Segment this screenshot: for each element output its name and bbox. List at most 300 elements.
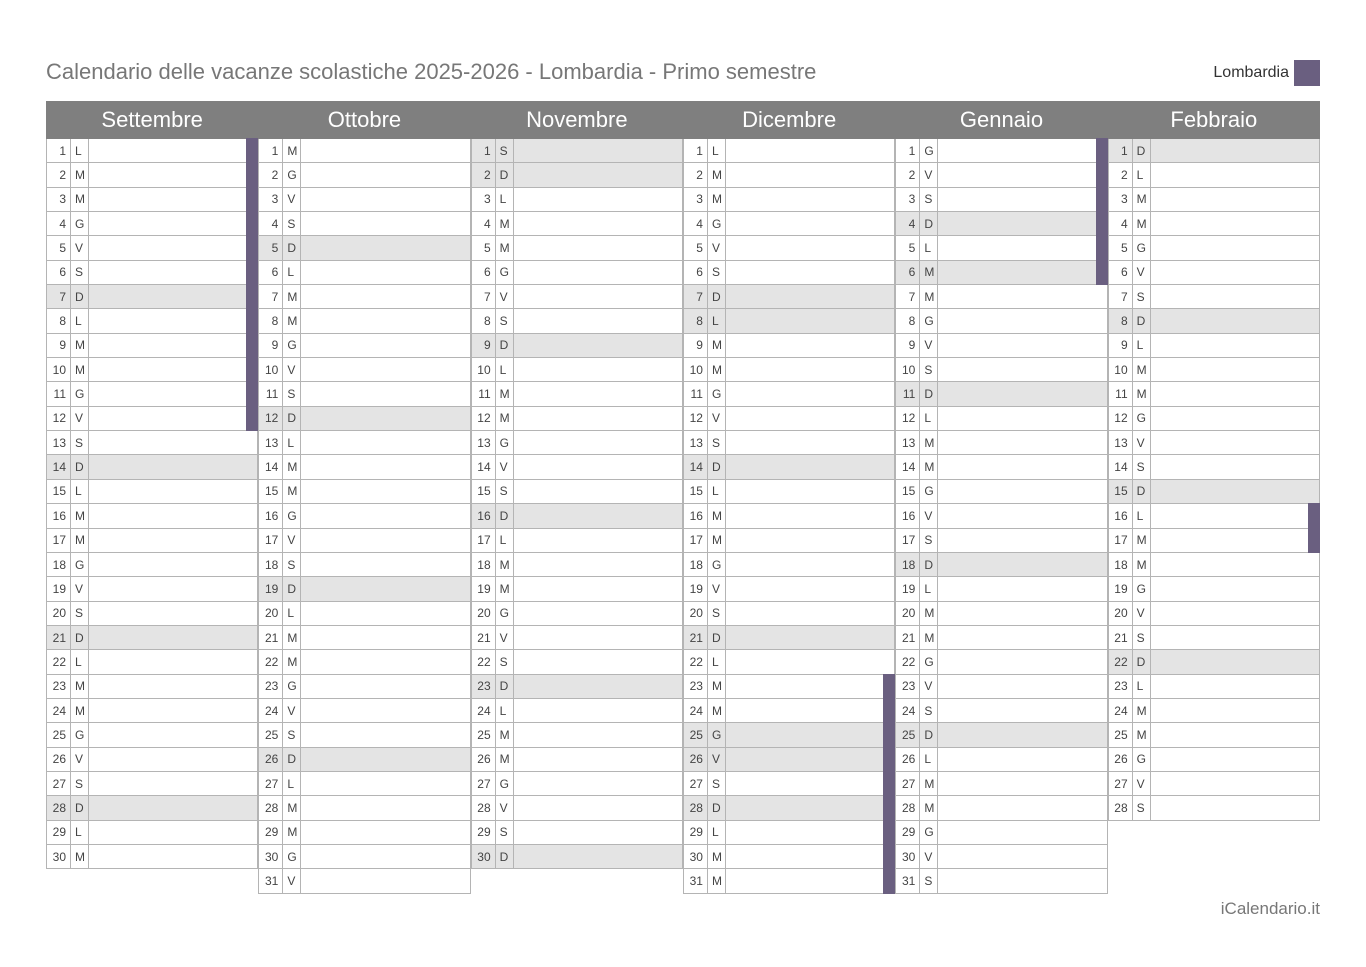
holiday-marker bbox=[883, 795, 895, 820]
day-number: 13 bbox=[684, 431, 708, 454]
day-number: 7 bbox=[1109, 285, 1133, 308]
day-number: 20 bbox=[1109, 602, 1133, 625]
day-notes-cell bbox=[726, 553, 894, 576]
day-weekday-letter: S bbox=[1133, 455, 1151, 478]
day-number: 18 bbox=[259, 553, 283, 576]
day-row bbox=[471, 845, 683, 869]
day-notes-cell bbox=[89, 699, 257, 722]
day-row bbox=[895, 553, 1107, 577]
day-row bbox=[46, 358, 258, 382]
day-notes-cell bbox=[726, 504, 894, 527]
day-notes-cell bbox=[726, 139, 894, 162]
day-row bbox=[683, 553, 895, 577]
day-notes-cell bbox=[726, 431, 894, 454]
day-notes-cell bbox=[89, 796, 257, 819]
day-row bbox=[1108, 675, 1320, 699]
day-weekday-letter: M bbox=[71, 358, 89, 381]
day-weekday-letter: D bbox=[1133, 480, 1151, 503]
day-notes-cell bbox=[89, 358, 257, 381]
day-number: 6 bbox=[259, 261, 283, 284]
month-header: Novembre bbox=[471, 101, 683, 139]
day-weekday-letter: V bbox=[71, 748, 89, 771]
day-number: 24 bbox=[1109, 699, 1133, 722]
day-notes-cell bbox=[1151, 602, 1319, 625]
day-number: 11 bbox=[684, 382, 708, 405]
day-notes-cell bbox=[726, 577, 894, 600]
day-weekday-letter: S bbox=[920, 869, 938, 892]
day-weekday-letter: M bbox=[708, 869, 726, 892]
day-weekday-letter: M bbox=[71, 188, 89, 211]
day-weekday-letter: M bbox=[496, 723, 514, 746]
day-row bbox=[1108, 553, 1320, 577]
day-notes-cell bbox=[938, 504, 1106, 527]
day-notes-cell bbox=[89, 431, 257, 454]
day-row bbox=[1108, 796, 1320, 820]
day-number: 19 bbox=[684, 577, 708, 600]
day-weekday-letter: M bbox=[920, 261, 938, 284]
day-number: 2 bbox=[1109, 163, 1133, 186]
day-notes-cell bbox=[938, 188, 1106, 211]
day-number: 4 bbox=[259, 212, 283, 235]
day-weekday-letter: M bbox=[71, 334, 89, 357]
day-notes-cell bbox=[514, 821, 682, 844]
day-weekday-letter: G bbox=[283, 334, 301, 357]
day-weekday-letter: M bbox=[920, 455, 938, 478]
day-notes-cell bbox=[726, 382, 894, 405]
day-number: 29 bbox=[472, 821, 496, 844]
day-number: 16 bbox=[472, 504, 496, 527]
day-row bbox=[471, 139, 683, 163]
day-row bbox=[895, 236, 1107, 260]
day-weekday-letter: M bbox=[71, 845, 89, 868]
day-row bbox=[895, 869, 1107, 893]
day-row bbox=[258, 212, 470, 236]
day-weekday-letter: S bbox=[283, 723, 301, 746]
day-row bbox=[683, 577, 895, 601]
day-notes-cell bbox=[514, 748, 682, 771]
holiday-marker bbox=[246, 138, 258, 163]
day-notes-cell bbox=[726, 626, 894, 649]
day-notes-cell bbox=[726, 188, 894, 211]
day-number: 10 bbox=[259, 358, 283, 381]
day-notes-cell bbox=[514, 845, 682, 868]
day-notes-cell bbox=[726, 309, 894, 332]
day-weekday-letter: D bbox=[71, 626, 89, 649]
day-row bbox=[895, 845, 1107, 869]
day-notes-cell bbox=[514, 772, 682, 795]
day-row bbox=[46, 407, 258, 431]
day-number: 22 bbox=[259, 650, 283, 673]
day-notes-cell bbox=[89, 626, 257, 649]
day-number: 6 bbox=[684, 261, 708, 284]
day-notes-cell bbox=[301, 529, 469, 552]
day-row bbox=[258, 309, 470, 333]
day-notes-cell bbox=[726, 163, 894, 186]
day-notes-cell bbox=[938, 796, 1106, 819]
holiday-marker bbox=[246, 260, 258, 285]
day-number: 9 bbox=[684, 334, 708, 357]
day-number: 21 bbox=[472, 626, 496, 649]
day-weekday-letter: V bbox=[496, 796, 514, 819]
day-notes-cell bbox=[1151, 285, 1319, 308]
day-row bbox=[471, 529, 683, 553]
day-row bbox=[46, 821, 258, 845]
day-number: 31 bbox=[259, 869, 283, 892]
day-row bbox=[683, 236, 895, 260]
day-row bbox=[895, 188, 1107, 212]
day-number: 1 bbox=[896, 139, 920, 162]
holiday-marker bbox=[1096, 187, 1108, 212]
day-weekday-letter: M bbox=[708, 358, 726, 381]
day-row bbox=[46, 139, 258, 163]
holiday-marker bbox=[883, 722, 895, 747]
day-weekday-letter: D bbox=[71, 796, 89, 819]
day-row bbox=[46, 163, 258, 187]
day-notes-cell bbox=[726, 845, 894, 868]
holiday-marker bbox=[246, 284, 258, 309]
day-number: 6 bbox=[896, 261, 920, 284]
day-number: 20 bbox=[47, 602, 71, 625]
day-row bbox=[471, 188, 683, 212]
day-notes-cell bbox=[514, 796, 682, 819]
day-row bbox=[471, 748, 683, 772]
day-weekday-letter: S bbox=[496, 650, 514, 673]
holiday-marker bbox=[883, 698, 895, 723]
day-notes-cell bbox=[514, 699, 682, 722]
day-number: 27 bbox=[47, 772, 71, 795]
day-weekday-letter: G bbox=[71, 212, 89, 235]
day-row bbox=[46, 504, 258, 528]
day-notes-cell bbox=[514, 675, 682, 698]
day-row bbox=[471, 675, 683, 699]
day-number: 14 bbox=[47, 455, 71, 478]
day-number: 29 bbox=[47, 821, 71, 844]
day-row bbox=[46, 699, 258, 723]
day-notes-cell bbox=[726, 772, 894, 795]
day-number: 6 bbox=[47, 261, 71, 284]
day-number: 2 bbox=[472, 163, 496, 186]
day-row bbox=[895, 796, 1107, 820]
day-notes-cell bbox=[726, 699, 894, 722]
day-number: 6 bbox=[472, 261, 496, 284]
day-notes-cell bbox=[726, 358, 894, 381]
day-row bbox=[46, 382, 258, 406]
holiday-marker bbox=[1096, 235, 1108, 260]
day-row bbox=[1108, 699, 1320, 723]
day-row bbox=[1108, 723, 1320, 747]
holiday-marker bbox=[246, 211, 258, 236]
day-number: 16 bbox=[47, 504, 71, 527]
day-weekday-letter: D bbox=[283, 748, 301, 771]
day-number: 8 bbox=[896, 309, 920, 332]
day-row bbox=[895, 602, 1107, 626]
day-weekday-letter: M bbox=[1133, 553, 1151, 576]
day-number: 25 bbox=[472, 723, 496, 746]
day-row bbox=[1108, 480, 1320, 504]
day-weekday-letter: D bbox=[496, 334, 514, 357]
day-notes-cell bbox=[1151, 455, 1319, 478]
day-weekday-letter: V bbox=[920, 675, 938, 698]
day-notes-cell bbox=[938, 455, 1106, 478]
day-weekday-letter: D bbox=[283, 407, 301, 430]
day-notes-cell bbox=[89, 675, 257, 698]
day-number: 22 bbox=[47, 650, 71, 673]
day-notes-cell bbox=[1151, 553, 1319, 576]
day-number: 18 bbox=[684, 553, 708, 576]
day-row bbox=[1108, 382, 1320, 406]
day-notes-cell bbox=[301, 504, 469, 527]
day-notes-cell bbox=[301, 139, 469, 162]
day-weekday-letter: S bbox=[1133, 796, 1151, 819]
day-weekday-letter: D bbox=[1133, 309, 1151, 332]
day-notes-cell bbox=[301, 796, 469, 819]
day-notes-cell bbox=[1151, 139, 1319, 162]
day-number: 8 bbox=[1109, 309, 1133, 332]
day-notes-cell bbox=[938, 626, 1106, 649]
day-weekday-letter: V bbox=[496, 455, 514, 478]
day-weekday-letter: L bbox=[708, 821, 726, 844]
day-notes-cell bbox=[89, 261, 257, 284]
day-weekday-letter: G bbox=[708, 723, 726, 746]
day-notes-cell bbox=[89, 163, 257, 186]
day-row bbox=[1108, 358, 1320, 382]
day-number: 28 bbox=[896, 796, 920, 819]
day-weekday-letter: V bbox=[283, 529, 301, 552]
day-notes-cell bbox=[514, 358, 682, 381]
day-row bbox=[683, 602, 895, 626]
day-number: 15 bbox=[259, 480, 283, 503]
day-weekday-letter: G bbox=[283, 163, 301, 186]
day-number: 4 bbox=[896, 212, 920, 235]
day-number: 5 bbox=[684, 236, 708, 259]
day-weekday-letter: D bbox=[283, 236, 301, 259]
day-number: 5 bbox=[47, 236, 71, 259]
day-number: 28 bbox=[259, 796, 283, 819]
day-number: 12 bbox=[1109, 407, 1133, 430]
day-number: 5 bbox=[1109, 236, 1133, 259]
day-weekday-letter: G bbox=[920, 821, 938, 844]
day-row bbox=[683, 480, 895, 504]
day-number: 13 bbox=[1109, 431, 1133, 454]
day-number: 18 bbox=[896, 553, 920, 576]
day-number: 10 bbox=[472, 358, 496, 381]
day-row bbox=[258, 236, 470, 260]
day-number: 2 bbox=[896, 163, 920, 186]
day-row bbox=[1108, 236, 1320, 260]
day-number: 17 bbox=[259, 529, 283, 552]
day-number: 24 bbox=[259, 699, 283, 722]
day-number: 30 bbox=[684, 845, 708, 868]
day-number: 21 bbox=[896, 626, 920, 649]
day-weekday-letter: L bbox=[71, 309, 89, 332]
day-row bbox=[683, 504, 895, 528]
day-row bbox=[46, 675, 258, 699]
day-row bbox=[895, 504, 1107, 528]
day-row bbox=[683, 261, 895, 285]
day-number: 27 bbox=[472, 772, 496, 795]
holiday-marker bbox=[883, 674, 895, 699]
holiday-marker bbox=[246, 187, 258, 212]
day-number: 3 bbox=[896, 188, 920, 211]
day-row bbox=[895, 163, 1107, 187]
day-row bbox=[46, 455, 258, 479]
day-weekday-letter: L bbox=[920, 407, 938, 430]
day-notes-cell bbox=[514, 480, 682, 503]
day-weekday-letter: D bbox=[708, 285, 726, 308]
day-number: 7 bbox=[896, 285, 920, 308]
day-number: 2 bbox=[259, 163, 283, 186]
day-number: 7 bbox=[259, 285, 283, 308]
day-notes-cell bbox=[514, 553, 682, 576]
day-weekday-letter: G bbox=[496, 431, 514, 454]
day-weekday-letter: G bbox=[496, 261, 514, 284]
day-row bbox=[895, 285, 1107, 309]
day-row bbox=[683, 163, 895, 187]
day-notes-cell bbox=[1151, 650, 1319, 673]
day-row bbox=[1108, 212, 1320, 236]
day-weekday-letter: S bbox=[283, 553, 301, 576]
day-number: 17 bbox=[472, 529, 496, 552]
day-weekday-letter: M bbox=[283, 796, 301, 819]
day-notes-cell bbox=[938, 334, 1106, 357]
day-weekday-letter: D bbox=[496, 675, 514, 698]
day-weekday-letter: M bbox=[1133, 212, 1151, 235]
day-row bbox=[258, 626, 470, 650]
holiday-marker bbox=[883, 747, 895, 772]
day-row bbox=[258, 188, 470, 212]
month-column-settembre bbox=[46, 101, 258, 894]
day-weekday-letter: V bbox=[496, 626, 514, 649]
day-weekday-letter: S bbox=[920, 188, 938, 211]
day-notes-cell bbox=[301, 382, 469, 405]
day-row bbox=[471, 212, 683, 236]
day-notes-cell bbox=[1151, 748, 1319, 771]
day-number: 26 bbox=[1109, 748, 1133, 771]
day-weekday-letter: M bbox=[708, 163, 726, 186]
day-weekday-letter: V bbox=[71, 577, 89, 600]
day-weekday-letter: G bbox=[71, 723, 89, 746]
day-notes-cell bbox=[301, 480, 469, 503]
day-notes-cell bbox=[514, 602, 682, 625]
day-row bbox=[683, 455, 895, 479]
day-weekday-letter: V bbox=[1133, 261, 1151, 284]
day-notes-cell bbox=[1151, 699, 1319, 722]
day-weekday-letter: D bbox=[920, 382, 938, 405]
day-row bbox=[471, 504, 683, 528]
day-number: 20 bbox=[259, 602, 283, 625]
day-row bbox=[1108, 139, 1320, 163]
day-notes-cell bbox=[1151, 188, 1319, 211]
day-notes-cell bbox=[726, 236, 894, 259]
day-row bbox=[1108, 577, 1320, 601]
footer-credit[interactable]: iCalendario.it bbox=[1220, 899, 1320, 918]
day-notes-cell bbox=[301, 821, 469, 844]
day-notes-cell bbox=[89, 480, 257, 503]
day-notes-cell bbox=[301, 358, 469, 381]
day-number: 24 bbox=[472, 699, 496, 722]
day-row bbox=[683, 821, 895, 845]
day-number: 27 bbox=[1109, 772, 1133, 795]
day-number: 14 bbox=[1109, 455, 1133, 478]
day-number: 15 bbox=[896, 480, 920, 503]
day-notes-cell bbox=[938, 358, 1106, 381]
day-row bbox=[471, 821, 683, 845]
day-weekday-letter: L bbox=[283, 602, 301, 625]
day-row bbox=[895, 529, 1107, 553]
day-number: 19 bbox=[472, 577, 496, 600]
day-row bbox=[683, 869, 895, 893]
day-row bbox=[46, 845, 258, 869]
day-row bbox=[471, 650, 683, 674]
day-row bbox=[1108, 431, 1320, 455]
day-weekday-letter: M bbox=[496, 407, 514, 430]
day-row bbox=[1108, 407, 1320, 431]
day-notes-cell bbox=[89, 529, 257, 552]
day-notes-cell bbox=[89, 309, 257, 332]
day-number: 13 bbox=[47, 431, 71, 454]
day-notes-cell bbox=[938, 748, 1106, 771]
day-notes-cell bbox=[514, 455, 682, 478]
day-weekday-letter: M bbox=[1133, 382, 1151, 405]
day-row bbox=[471, 626, 683, 650]
day-weekday-letter: G bbox=[496, 602, 514, 625]
day-notes-cell bbox=[1151, 358, 1319, 381]
month-column-gennaio bbox=[895, 101, 1107, 894]
day-notes-cell bbox=[938, 869, 1106, 892]
day-weekday-letter: S bbox=[283, 382, 301, 405]
day-row bbox=[46, 577, 258, 601]
day-notes-cell bbox=[726, 455, 894, 478]
day-notes-cell bbox=[938, 285, 1106, 308]
calendar-grid bbox=[46, 101, 1320, 894]
day-number: 10 bbox=[1109, 358, 1133, 381]
day-weekday-letter: M bbox=[920, 772, 938, 795]
day-row bbox=[471, 480, 683, 504]
legend-swatch bbox=[1294, 60, 1320, 86]
day-row bbox=[895, 821, 1107, 845]
day-row bbox=[46, 772, 258, 796]
day-notes-cell bbox=[301, 602, 469, 625]
day-number: 27 bbox=[896, 772, 920, 795]
day-weekday-letter: M bbox=[1133, 699, 1151, 722]
day-number: 26 bbox=[684, 748, 708, 771]
day-notes-cell bbox=[89, 236, 257, 259]
page-title: Calendario delle vacanze scolastiche 2025-2026 - Lombardia - Primo semestre bbox=[46, 59, 817, 84]
day-row bbox=[258, 382, 470, 406]
day-row bbox=[46, 188, 258, 212]
day-notes-cell bbox=[89, 772, 257, 795]
day-weekday-letter: L bbox=[708, 650, 726, 673]
day-notes-cell bbox=[726, 602, 894, 625]
holiday-marker bbox=[246, 381, 258, 406]
day-row bbox=[46, 796, 258, 820]
holiday-marker bbox=[1096, 162, 1108, 187]
day-row bbox=[683, 675, 895, 699]
day-number: 22 bbox=[896, 650, 920, 673]
day-number: 15 bbox=[472, 480, 496, 503]
day-weekday-letter: L bbox=[496, 358, 514, 381]
day-notes-cell bbox=[89, 821, 257, 844]
day-notes-cell bbox=[301, 431, 469, 454]
day-number: 26 bbox=[47, 748, 71, 771]
day-row bbox=[258, 748, 470, 772]
day-weekday-letter: L bbox=[1133, 504, 1151, 527]
day-number: 24 bbox=[896, 699, 920, 722]
day-notes-cell bbox=[301, 699, 469, 722]
day-weekday-letter: D bbox=[920, 212, 938, 235]
day-number: 18 bbox=[47, 553, 71, 576]
day-number: 28 bbox=[1109, 796, 1133, 819]
